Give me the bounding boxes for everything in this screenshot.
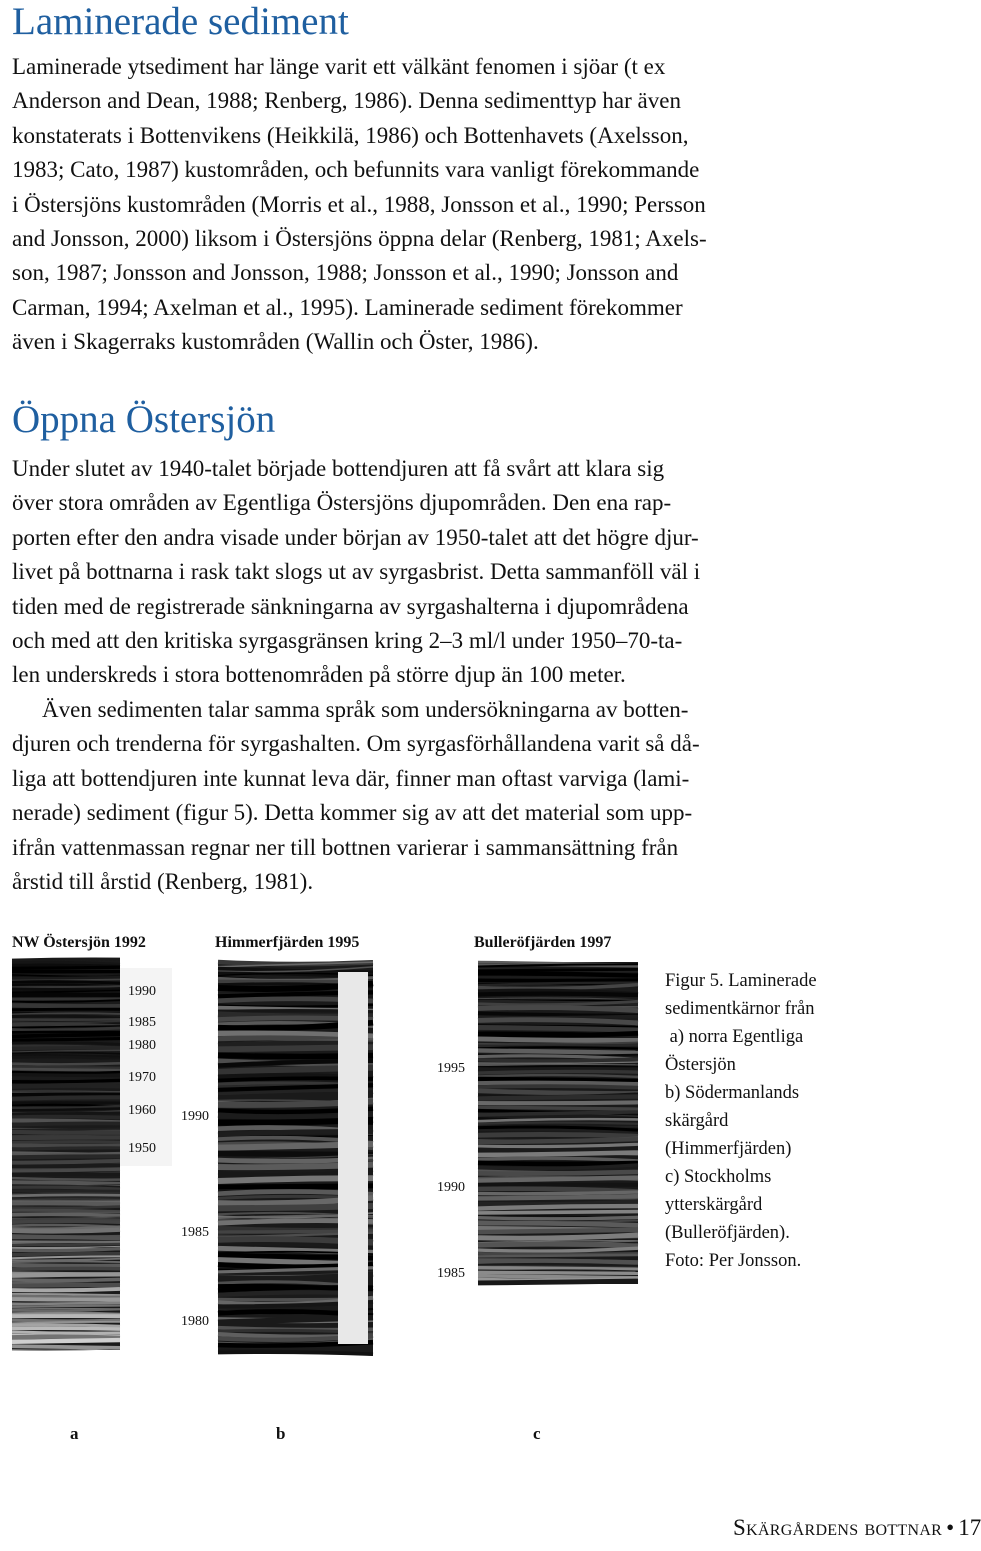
lamina: [12, 1320, 120, 1321]
lamina: [12, 1191, 120, 1192]
year-label: 1980: [128, 1038, 156, 1053]
core-c-laminae: [478, 962, 638, 1284]
lamina: [12, 1346, 120, 1348]
lamina: [478, 1144, 638, 1146]
lamina: [478, 1268, 638, 1270]
lamina: [12, 977, 120, 978]
paragraph-laminerade: [12, 50, 857, 360]
lamina: [478, 1230, 638, 1232]
lamina: [12, 1244, 120, 1245]
lamina: [12, 1057, 120, 1059]
text-line: även i Skagerraks kustområden (Wallin och Öster, 1986).: [12, 329, 539, 355]
lamina: [478, 1045, 638, 1046]
lamina: [478, 973, 638, 975]
text-line: Under slutet av 1940-talet började bottendjuren att få svårt att klara sig: [12, 456, 665, 481]
core-b-laminae: [218, 962, 373, 1354]
lamina: [12, 1069, 120, 1070]
lamina: [12, 1028, 120, 1030]
lamina: [12, 1195, 120, 1196]
lamina: [478, 1172, 638, 1174]
year-label: 1990: [128, 984, 156, 999]
caption-line: sedimentkärnor från: [665, 999, 815, 1019]
lamina: [12, 967, 120, 968]
caption-line: Foto: Per Jonsson.: [665, 1251, 802, 1271]
text-line: ifrån vattenmassan regnar ner till bottnen varierar i sammansättning från: [12, 834, 679, 860]
lamina: [12, 1074, 120, 1075]
lamina: [478, 1206, 638, 1208]
lamina: [12, 1072, 120, 1073]
caption-line: b) Södermanlands: [665, 1083, 800, 1103]
lamina: [12, 1221, 120, 1222]
lamina: [12, 1034, 120, 1036]
lamina: [12, 1237, 120, 1238]
lamina: [12, 1137, 120, 1138]
caption-line: c) Stockholms: [665, 1167, 772, 1187]
lamina: [478, 1281, 638, 1283]
lamina: [478, 1071, 638, 1073]
section-heading-oppna-ostersjon: Öppna Östersjön: [12, 398, 276, 441]
lamina: [12, 1296, 120, 1297]
lamina: [12, 1285, 120, 1286]
text-line: livet på bottnarna i rask takt slogs ut av syrgasbrist. Detta sammanföll väl i: [12, 559, 701, 585]
lamina: [12, 1080, 120, 1082]
lamina: [478, 1091, 638, 1094]
caption-line: skärgård: [665, 1111, 729, 1131]
lamina: [12, 1013, 120, 1014]
lamina: [478, 1248, 638, 1251]
core-letter-a: a: [70, 1424, 79, 1443]
lamina: [12, 1086, 120, 1087]
lamina: [478, 1069, 638, 1070]
lamina: [12, 1214, 120, 1215]
core-letter-b: b: [276, 1424, 286, 1443]
year-label: 1985: [181, 1225, 209, 1240]
year-label: 1985: [128, 1015, 156, 1030]
figure-caption: [665, 967, 925, 1275]
lamina: [478, 969, 638, 970]
lamina: [12, 1182, 120, 1184]
lamina: [12, 1009, 120, 1010]
lamina: [12, 1174, 120, 1175]
lamina: [12, 1132, 120, 1133]
lamina: [478, 1152, 638, 1154]
lamina: [12, 1306, 120, 1307]
lamina: [12, 1207, 120, 1208]
lamina: [478, 1235, 638, 1238]
footer-separator: •: [946, 1515, 955, 1540]
text-line: och med att den kritiska syrgasgränsen kring 2–3 ml/l under 1950–70-ta-: [12, 628, 683, 654]
lamina: [478, 1047, 638, 1048]
page-number: 17: [958, 1515, 981, 1540]
lamina: [12, 1060, 120, 1061]
lamina: [478, 1178, 638, 1181]
lamina: [12, 1156, 120, 1157]
lamina: [12, 1261, 120, 1262]
caption-line: Figur 5. Laminerade: [665, 971, 817, 991]
text-line: liga att bottendjuren inte kunnat leva där, finner man oftast varviga (lami-: [12, 765, 690, 791]
text-line: len underskreds i stora bottenområden på större djup än 100 meter.: [12, 662, 626, 688]
lamina: [478, 1107, 638, 1109]
lamina: [12, 1199, 120, 1200]
lamina: [478, 1020, 638, 1023]
text-line: djuren och trenderna för syrgashalten. Om syrgasförhållandena varit så då-: [12, 731, 700, 757]
lamina: [478, 1158, 638, 1161]
core-title-a: NW Östersjön 1992: [12, 934, 146, 951]
caption-line: ytterskärgård: [665, 1195, 763, 1215]
lamina: [218, 1352, 373, 1354]
lamina: [12, 1021, 120, 1023]
lamina: [478, 1066, 638, 1067]
year-label: 1980: [181, 1314, 209, 1329]
lamina: [478, 1261, 638, 1263]
lamina: [12, 1123, 120, 1124]
lamina: [12, 1000, 120, 1002]
lamina: [478, 1253, 638, 1254]
lamina: [12, 1048, 120, 1049]
lamina: [12, 1066, 120, 1068]
lamina: [12, 1340, 120, 1342]
text-line: 1983; Cato, 1987) kustområden, och befunnits vara vanligt förekommande: [12, 157, 700, 183]
lamina: [12, 1279, 120, 1280]
lamina: [12, 1016, 120, 1018]
lamina: [12, 1210, 120, 1211]
text-line: årstid till årstid (Renberg, 1981).: [12, 869, 314, 895]
caption-line: (Bulleröfjärden).: [665, 1223, 790, 1243]
section-heading-laminerade: Laminerade sediment: [12, 0, 349, 43]
lamina: [478, 1050, 638, 1052]
lamina: [12, 1142, 120, 1143]
lamina: [478, 1059, 638, 1061]
lamina: [478, 1212, 638, 1213]
lamina: [478, 1039, 638, 1041]
text-line: and Jonsson, 2000) liksom i Östersjöns öppna delar (Renberg, 1981; Axels-: [12, 226, 707, 252]
page-footer: [733, 1516, 981, 1539]
lamina: [12, 1328, 120, 1329]
lamina: [12, 1117, 120, 1118]
lamina: [12, 1148, 120, 1149]
lamina: [12, 1187, 120, 1189]
core-title-c: Bulleröfjärden 1997: [474, 934, 612, 951]
caption-line: (Himmerfjärden): [665, 1139, 792, 1159]
lamina: [12, 1129, 120, 1130]
lamina: [12, 959, 120, 960]
lamina: [478, 1217, 638, 1218]
core-a-laminae: [12, 960, 120, 1350]
paragraph-oppna-2: [12, 693, 857, 899]
lamina: [12, 1254, 120, 1255]
lamina: [12, 1178, 120, 1180]
lamina: [12, 1325, 120, 1327]
text-line: i Östersjöns kustområden (Morris et al., 1988, Jonsson et al., 1990; Persson: [12, 191, 706, 217]
sediment-core-photo-b: [218, 962, 373, 1354]
lamina: [478, 1083, 638, 1084]
lamina: [478, 1134, 638, 1136]
lamina: [478, 1122, 638, 1123]
lamina: [12, 1006, 120, 1007]
lamina: [12, 1289, 120, 1290]
core-title-b: Himmerfjärden 1995: [215, 934, 360, 951]
lamina: [478, 1244, 638, 1246]
lamina: [12, 1113, 120, 1114]
lamina: [12, 1063, 120, 1064]
lamina: [478, 1192, 638, 1194]
year-label: 1985: [437, 1266, 465, 1281]
lamina: [12, 1166, 120, 1167]
lamina: [12, 1303, 120, 1304]
lamina: [478, 1008, 638, 1011]
sediment-core-photo-c: [478, 962, 638, 1284]
core-letter-c: c: [533, 1424, 541, 1443]
lamina: [12, 1332, 120, 1333]
lamina: [478, 1086, 638, 1088]
lamina: [12, 989, 120, 990]
lamina: [12, 1078, 120, 1079]
year-label: 1960: [128, 1103, 156, 1118]
text-line: nerade) sediment (figur 5). Detta kommer sig av att det material som upp-: [12, 800, 693, 826]
lamina: [12, 1268, 120, 1269]
running-title: Skärgårdens bottnar: [733, 1515, 943, 1540]
lamina: [12, 1265, 120, 1266]
year-label: 1995: [437, 1061, 465, 1076]
text-line: son, 1987; Jonsson and Jonsson, 1988; Jonsson et al., 1990; Jonsson and: [12, 260, 679, 286]
lamina: [12, 982, 120, 984]
lamina: [12, 1169, 120, 1171]
text-line: Anderson and Dean, 1988; Renberg, 1986). Denna sedimenttyp har även: [12, 88, 681, 114]
lamina: [12, 1043, 120, 1045]
lamina: [478, 994, 638, 995]
lamina: [478, 1272, 638, 1273]
lamina: [478, 1027, 638, 1030]
paragraph-oppna-1: [12, 452, 857, 693]
lamina: [12, 1256, 120, 1258]
measuring-strip: [338, 972, 368, 1344]
lamina: [12, 986, 120, 987]
lamina: [12, 1193, 120, 1194]
lamina: [478, 1255, 638, 1256]
lamina: [12, 1322, 120, 1324]
lamina: [478, 1033, 638, 1035]
lamina: [478, 1223, 638, 1225]
lamina: [478, 980, 638, 981]
lamina: [12, 1203, 120, 1204]
lamina: [12, 1230, 120, 1232]
year-label: 1950: [128, 1141, 156, 1156]
lamina: [12, 1039, 120, 1041]
year-label: 1990: [181, 1109, 209, 1124]
lamina: [478, 1196, 638, 1198]
lamina: [478, 1102, 638, 1103]
lamina: [478, 1013, 638, 1015]
lamina: [12, 1242, 120, 1243]
lamina: [12, 1299, 120, 1300]
text-line: Carman, 1994; Axelman et al., 1995). Laminerade sediment förekommer: [12, 294, 683, 320]
lamina: [12, 1161, 120, 1163]
text-line: Även sedimenten talar samma språk som undersökningarna av botten-: [42, 697, 689, 722]
year-label: 1970: [128, 1070, 156, 1085]
lamina: [478, 1097, 638, 1099]
lamina: [478, 1163, 638, 1164]
lamina: [478, 1149, 638, 1150]
text-line: Laminerade ytsediment har länge varit ett välkänt fenomen i sjöar (t ex: [12, 54, 666, 79]
lamina: [478, 1075, 638, 1077]
lamina: [12, 1052, 120, 1053]
caption-line: a) norra Egentliga: [665, 1027, 804, 1047]
caption-line: Östersjön: [665, 1055, 736, 1075]
lamina: [12, 1097, 120, 1098]
text-line: konstaterats i Bottenvikens (Heikkilä, 1986) och Bottenhavets (Axelsson,: [12, 122, 689, 148]
lamina: [12, 1259, 120, 1261]
text-line: porten efter den andra visade under början av 1950-talet att det högre djur-: [12, 524, 699, 550]
text-line: tiden med de registrerade sänkningarna av syrgashalterna i djupområdena: [12, 593, 689, 619]
year-label: 1990: [437, 1180, 465, 1195]
lamina: [12, 1274, 120, 1275]
lamina: [12, 1337, 120, 1338]
sediment-core-photo-a: [12, 960, 120, 1350]
text-line: över stora områden av Egentliga Östersjöns djupområden. Den ena rap-: [12, 490, 672, 516]
